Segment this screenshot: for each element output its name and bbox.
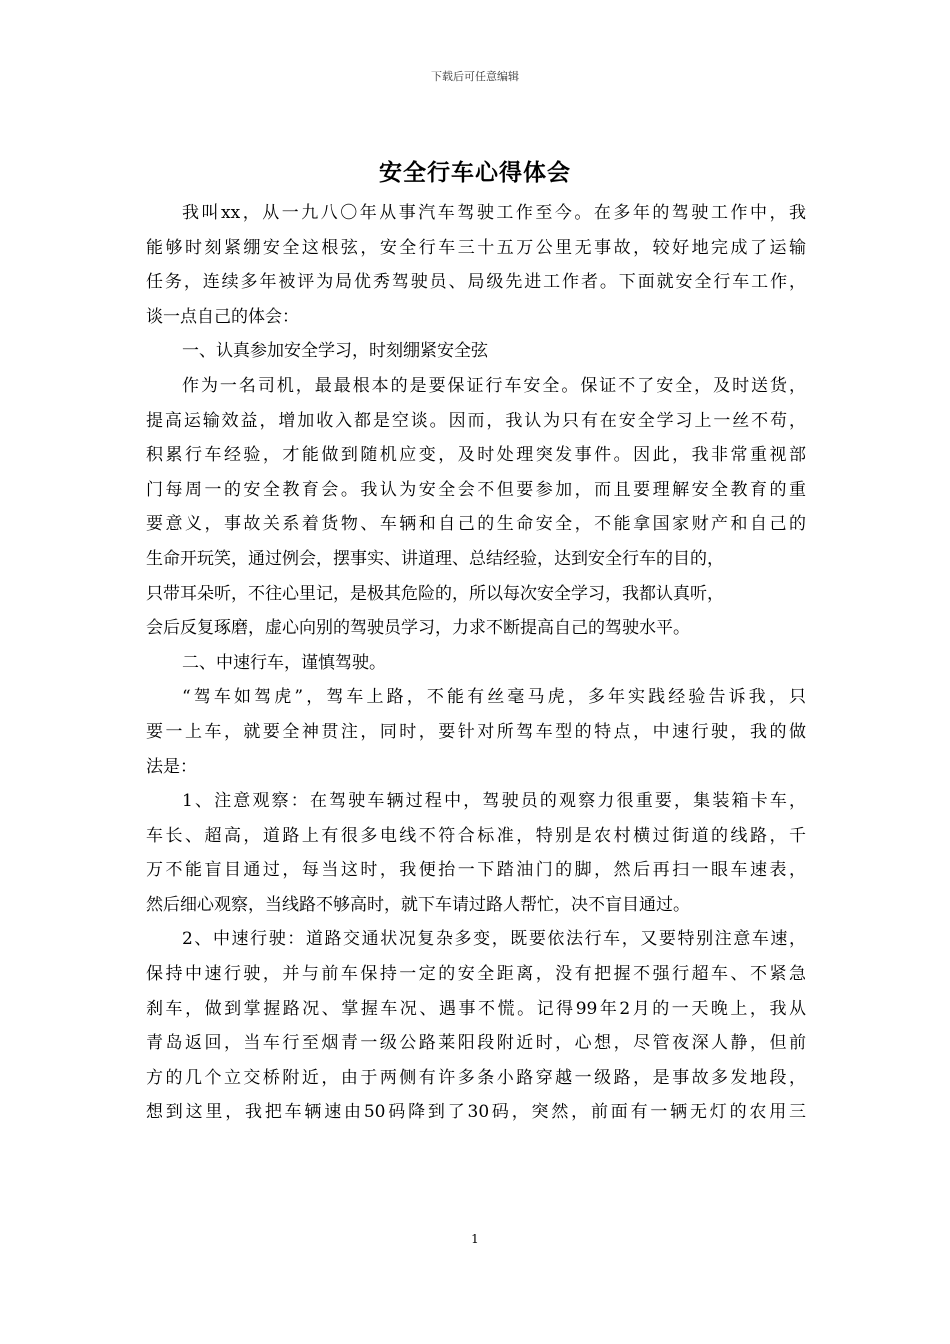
- paragraph-line: 想到这里，我把车辆速由50码降到了30码，突然，前面有一辆无灯的农用三: [146, 1102, 806, 1123]
- paragraph-line: 1、注意观察：在驾驶车辆过程中，驾驶员的观察力很重要，集装箱卡车，: [182, 791, 806, 812]
- paragraph-line: 会后反复琢磨，虚心向别的驾驶员学习，力求不断提高自己的驾驶水平。: [146, 618, 690, 639]
- paragraph-line: 任务，连续多年被评为局优秀驾驶员、局级先进工作者。下面就安全行车工作，: [146, 272, 806, 293]
- paragraph-line: 然后细心观察，当线路不够高时，就下车请过路人帮忙，决不盲目通过。: [146, 894, 690, 915]
- page-number: 1: [471, 1232, 479, 1246]
- paragraph-line: 只带耳朵听，不往心里记，是极其危险的，所以每次安全学习，我都认真听，: [146, 583, 724, 604]
- paragraph-line: 万不能盲目通过，每当这时，我便抬一下踏油门的脚，然后再扫一眼车速表，: [146, 860, 806, 881]
- paragraph-line: 保持中速行驶，并与前车保持一定的安全距离，没有把握不强行超车、不紧急: [146, 964, 806, 985]
- section-heading: 二、中速行车，谨慎驾驶。: [182, 652, 386, 673]
- paragraph-line: 积累行车经验，才能做到随机应变，及时处理突发事件。因此，我非常重视部: [146, 445, 806, 466]
- document-body: [146, 196, 806, 1130]
- paragraph-line: 方的几个立交桥附近，由于两侧有许多条小路穿越一级路，是事故多发地段，: [146, 1067, 806, 1088]
- header-note: 下载后可任意编辑: [431, 70, 519, 83]
- paragraph-line: 要一上车，就要全神贯注，同时，要针对所驾车型的特点，中速行驶，我的做: [146, 721, 806, 742]
- paragraph-line: 能够时刻紧绷安全这根弦，安全行车三十五万公里无事故，较好地完成了运输: [146, 237, 806, 258]
- paragraph-line: 门每周一的安全教育会。我认为安全会不但要参加，而且要理解安全教育的重: [146, 479, 806, 500]
- paragraph-line: “驾车如驾虎”，驾车上路，不能有丝毫马虎，多年实践经验告诉我，只: [182, 687, 806, 708]
- paragraph-line: 我叫xx，从一九八〇年从事汽车驾驶工作至今。在多年的驾驶工作中，我: [182, 203, 806, 223]
- paragraph-line: 刹车，做到掌握路况、掌握车况、遇事不慌。记得99年2月的一天晚上，我从: [146, 998, 806, 1019]
- paragraph-line: 谈一点自己的体会：: [146, 306, 299, 327]
- document-title: 安全行车心得体会: [379, 159, 571, 186]
- paragraph-line: 法是：: [146, 756, 197, 777]
- paragraph-line: 车长、超高，道路上有很多电线不符合标准，特别是农村横过街道的线路，千: [146, 825, 806, 846]
- section-heading: 一、认真参加安全学习，时刻绷紧安全弦: [182, 341, 488, 362]
- paragraph-line: 生命开玩笑，通过例会，摆事实、讲道理、总结经验，达到安全行车的目的，: [146, 548, 724, 569]
- paragraph-line: 2、中速行驶：道路交通状况复杂多变，既要依法行车，又要特别注意车速，: [182, 929, 806, 950]
- paragraph-line: 作为一名司机，最最根本的是要保证行车安全。保证不了安全，及时送货，: [182, 375, 806, 396]
- paragraph-line: 要意义，事故关系着货物、车辆和自己的生命安全，不能拿国家财产和自己的: [146, 514, 806, 535]
- paragraph-line: 提高运输效益，增加收入都是空谈。因而，我认为只有在安全学习上一丝不苟，: [146, 410, 806, 431]
- paragraph-line: 青岛返回，当车行至烟青一级公路莱阳段附近时，心想，尽管夜深人静，但前: [146, 1033, 806, 1054]
